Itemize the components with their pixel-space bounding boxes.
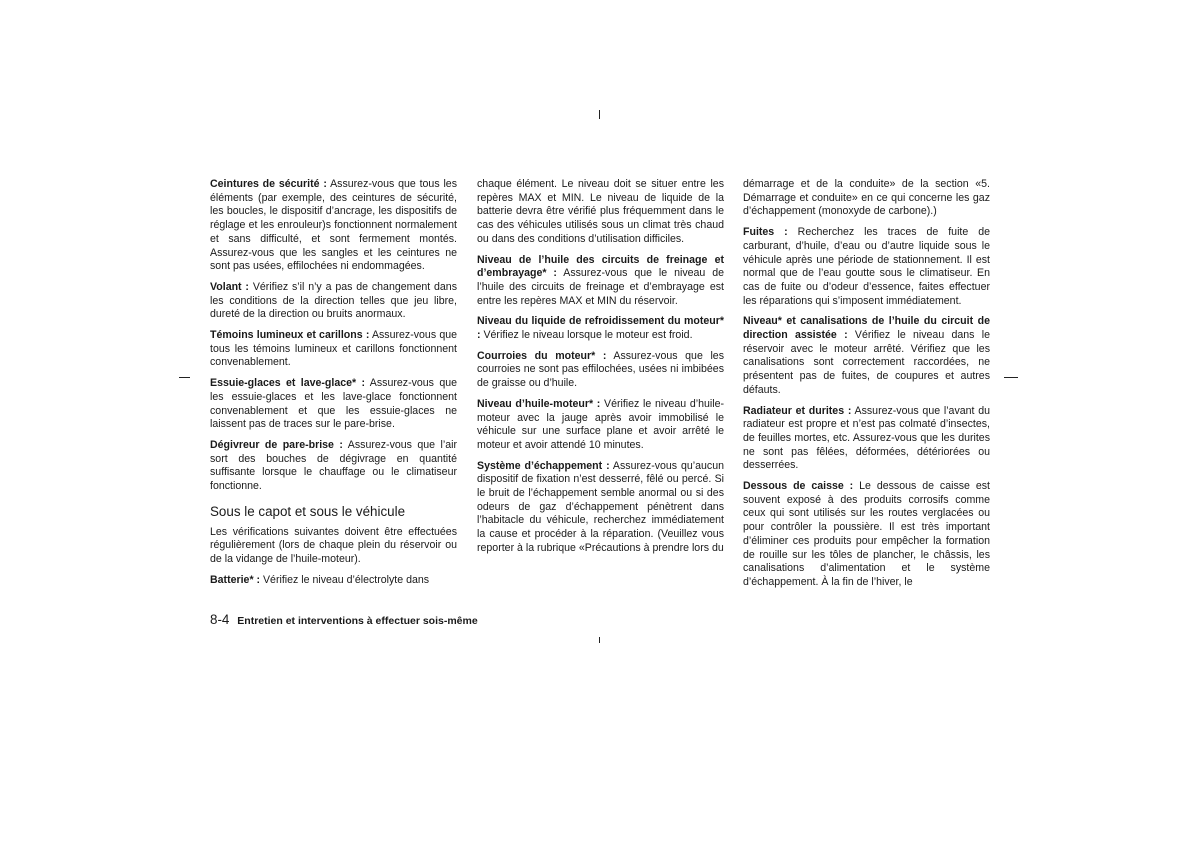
paragraph-lead: Essuie-glaces et lave-glace* :	[210, 377, 366, 390]
paragraph-text: Assurez-vous que tous les éléments (par exemple, des ceintures de sécurité, les boucles, le dispositif d’ancrage, les dispositifs de réglage et les enrouleur)s fonctionnent normalement et sans difficulté, et sont fermement montés. Assurez-vous que les sangles et les ceintures ne sont pas usées, effilochées ni endommagées.	[210, 178, 457, 273]
footer-title: Entretien et interventions à effectuer sois-même	[237, 615, 478, 627]
paragraph-text: Vérifiez le niveau d’électrolyte dans	[260, 573, 430, 586]
paragraph-lead: Batterie* :	[210, 573, 261, 586]
paragraph-lead: Niveau du liquide de refroidissement du moteur* :	[477, 315, 724, 342]
text-column-2	[477, 178, 724, 563]
paragraph-lead: Dessous de caisse :	[743, 480, 854, 493]
paragraph-text: Vérifiez le niveau d’huile-moteur avec la jauge après avoir immobilisé le véhicule sur une surface plane et avoir arrêté le moteur et avoir attendé 10 minutes.	[477, 397, 725, 451]
paragraph-coolant	[477, 315, 724, 342]
paragraph-steering-wheel	[210, 281, 457, 322]
paragraph-lead: Radiateur et durites :	[743, 404, 852, 417]
paragraph-text: Assurez-vous que les essuie-glaces et les lave-glace fonctionnent convenablement et que les essuie-glaces ne laissent pas de traces sur le pare-brise.	[210, 377, 457, 431]
paragraph-exhaust	[477, 460, 724, 556]
text-column-1	[210, 178, 457, 595]
paragraph-text: Assurez-vous que les courroies ne sont pas effilochées, usées ni imbibées de graisse ou d’huile.	[477, 349, 724, 390]
paragraph-radiator	[743, 405, 990, 474]
paragraph-text: chaque élément. Le niveau doit se situer entre les repères MAX et MIN. Le niveau de liquide de la batterie devra être vérifié plus fréquemment dans le cas des véhicules utilisés sous un climat très chaud ou dans des conditions d’utilisation difficiles.	[477, 178, 724, 245]
paragraph-engine-oil	[477, 398, 724, 453]
paragraph-text: Recherchez les traces de fuite de carburant, d’huile, d’eau ou d’autre liquide sous le véhicule après une période de stationnement. Il est normal que de l’eau goutte sous le climatiseur. En cas de fuite ou d’odeur d’essence, faites effectuer les réparations qui s’imposent immédiatement.	[743, 226, 991, 307]
paragraph-exhaust-cont	[743, 178, 990, 219]
paragraph-lead: Fuites :	[743, 226, 788, 239]
paragraph-text: Assurez-vous que le niveau de l’huile des circuits de freinage et d’embrayage est entre les repères MAX et MIN du réservoir.	[477, 267, 724, 307]
paragraph-wipers	[210, 377, 457, 432]
paragraph-brake-fluid	[477, 254, 724, 309]
page-number: 8-4	[210, 612, 230, 627]
paragraph-battery-cont	[477, 178, 724, 247]
paragraph-leaks	[743, 226, 990, 308]
paragraph-text: Le dessous de caisse est souvent exposé à des produits corrosifs comme ceux qui sont utilisés sur les routes verglacées ou pour contrôler la poussière. Il est très important d’éliminer ces produits pour empêcher la formation de rouille sur les tôles de plancher, le châssis, les canalisations d’alimentation et le système d’échappement. À la fin de l’hiver, le	[743, 480, 990, 588]
paragraph-warning-lights	[210, 329, 457, 370]
paragraph-lead: Ceintures de sécurité :	[210, 178, 327, 190]
crop-mark-left	[179, 377, 190, 378]
paragraph-defroster	[210, 439, 457, 494]
text-column-3	[743, 178, 990, 597]
paragraph-lead: Niveau de l’huile des circuits de freinage et d’embrayage* :	[477, 253, 724, 280]
paragraph-belts	[477, 350, 724, 391]
paragraph-text: Assurez-vous que l’air sort des bouches de dégivrage en quantité suffisante lorsque le chauffage ou le climatiseur fonctionne.	[210, 438, 458, 493]
crop-mark-top	[599, 110, 600, 119]
paragraph-lead: Niveau* et canalisations de l’huile du circuit de direction assistée :	[743, 315, 990, 342]
paragraph-text: Vérifiez s’il n’y a pas de changement dans les conditions de la direction telles que jeu libre, dureté de la direction ou bruits anormaux.	[210, 280, 457, 321]
crop-mark-bottom	[599, 637, 600, 643]
paragraph-lead: Système d’échappement :	[477, 459, 610, 472]
page-footer	[210, 612, 478, 627]
paragraph-text: Assurez-vous qu’aucun dispositif de fixation n’est desserré, fêlé ou percé. Si le bruit de l’échappement semble anormal ou si des odeurs de gaz d’échappement pénètrent dans l’habitacle du véhicule, recherchez immédiatement la cause et procéder à la réparation. (Veuillez vous reporter à la rubrique «Précautions à prendre lors du	[477, 459, 724, 554]
paragraph-text: Vérifiez le niveau lorsque le moteur est froid.	[480, 329, 693, 342]
paragraph-power-steering	[743, 315, 990, 397]
paragraph-battery	[210, 574, 457, 588]
paragraph-lead: Niveau d’huile-moteur* :	[477, 397, 601, 410]
paragraph-lead: Témoins lumineux et carillons :	[210, 329, 370, 342]
paragraph-lead: Courroies du moteur* :	[477, 349, 607, 362]
paragraph-lead: Dégivreur de pare-brise :	[210, 438, 343, 451]
paragraph-underbody	[743, 480, 990, 590]
section-heading: Sous le capot et sous le véhicule	[210, 503, 406, 519]
paragraph-text: Assurez-vous que tous les témoins lumineux et carillons fonctionnent convenablement.	[210, 329, 457, 369]
paragraph-seatbelts	[210, 178, 457, 274]
paragraph-text: Vérifiez le niveau dans le réservoir avec le moteur arrêté. Vérifiez que les canalisations sont correctement raccordées, ne présentent pas de fuites, de coupures et autres défauts.	[743, 329, 990, 396]
paragraph-text: Les vérifications suivantes doivent être effectuées régulièrement (lors de chaque plein du réservoir ou de la vidange de l’huile-moteur).	[210, 525, 457, 566]
paragraph-text: Assurez-vous que l’avant du radiateur est propre et n’est pas colmaté d’insectes, de feuilles mortes, etc. Assurez-vous que les durites ne sont pas fêlées, déformées, détériorées ou desserrées.	[743, 404, 990, 472]
crop-mark-right	[1004, 377, 1018, 378]
paragraph-text: démarrage et de la conduite» de la section «5. Démarrage et conduite» en ce qui concerne les gaz d’échappement (monoxyde de carbone).)	[743, 178, 990, 218]
paragraph-lead: Volant :	[210, 280, 249, 293]
paragraph-intro	[210, 526, 457, 567]
